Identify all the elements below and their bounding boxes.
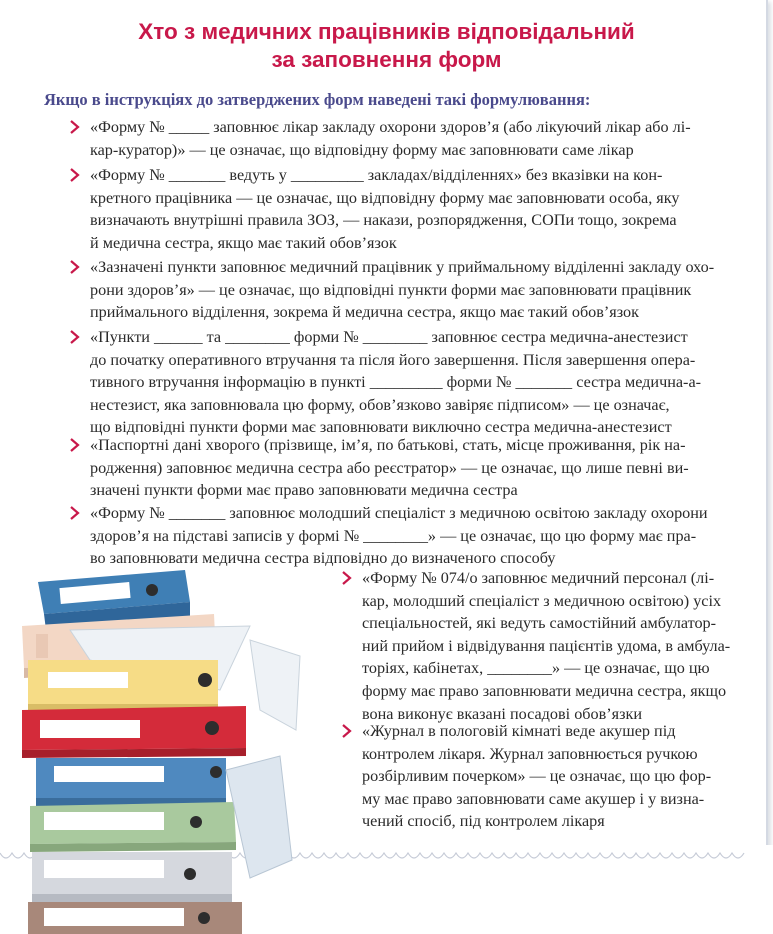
binder-green	[30, 802, 236, 852]
item-line: «Журнал в пологовій кімнаті веде акушер під	[362, 722, 676, 740]
bullet-arrow-icon	[68, 257, 82, 277]
item-line: «Форму № _____ заповнює лікар закладу охорони здоров’я (або лікуючий лікар або лі-	[90, 118, 691, 136]
item-line: кар, молодший спеціаліст з медичною освітою) усіх	[362, 591, 722, 610]
item-line: «Форму № 074/о заповнює медичний персонал (лі-	[362, 569, 715, 587]
binder-yellow	[28, 660, 218, 712]
item-line: тивного втручання інформацію в пункті _________ форми № _______ сестра медична-а-	[90, 373, 702, 392]
item-line: вона виконує вказані посадові обов’язки	[362, 704, 643, 723]
bullet-arrow-icon	[68, 117, 82, 137]
page-title	[0, 18, 773, 74]
item-line: приймального відділення, зокрема й медична сестра, якщо має такий обов’язок	[90, 303, 640, 322]
binders-stack-icon	[0, 560, 360, 934]
item-line: й медична сестра, якщо має такий обов’язок	[90, 233, 397, 252]
item-line: «Форму № _______ ведуть у _________ закладах/відділеннях» без вказівки на кон-	[90, 166, 663, 184]
item-line: значені пункти форми має право заповнювати медична сестра	[90, 481, 518, 500]
binder-gray	[32, 852, 232, 902]
item-line: ний прийом і відвідування пацієнтів удома, в амбула-	[362, 636, 731, 655]
item-line: здоров’я на підставі записів у формі № ________» — це означає, що цю форму має пра-	[90, 526, 697, 545]
item-line: контролем лікаря. Журнал заповнюється ручкою	[362, 744, 698, 763]
title-line-1: Хто з медичних працівників відповідальний	[138, 19, 635, 44]
list-item	[362, 720, 736, 833]
list-item	[90, 164, 737, 254]
title-line-2: за заповнення форм	[271, 47, 502, 72]
bullet-arrow-icon	[68, 503, 82, 523]
item-line: родження) заповнює медична сестра або реєстратор» — це означає, що лише певні ви-	[90, 458, 689, 477]
item-line: кретного працівника — це означає, що відповідну форму має заповнювати особа, яку	[90, 188, 680, 207]
item-line: розбірливим почерком» — це означає, що цю фор-	[362, 767, 712, 786]
item-line: «Пункти ______ та ________ форми № ________ заповнює сестра медична-анестезист	[90, 328, 688, 346]
bullet-arrow-icon	[68, 165, 82, 185]
item-line: визначають внутрішні правила ЗОЗ, — накази, розпорядження, СОПи тощо, зокрема	[90, 211, 677, 230]
list-item	[362, 567, 736, 725]
list-item	[90, 116, 737, 161]
item-line: форму має право заповнювати медична сестра, якщо	[362, 681, 727, 700]
item-line: «Зазначені пункти заповнює медичний працівник у приймальному відділенні закладу охо-	[90, 258, 715, 276]
item-line: му має право заповнювати саме акушер і у визна-	[362, 789, 705, 808]
binder-blue	[36, 758, 226, 806]
item-line: кар-куратор)» — це означає, що відповідну форму має заповнювати саме лікар	[90, 140, 634, 159]
bullet-arrow-icon	[68, 327, 82, 347]
item-line: спеціальностей, які ведуть самостійний амбулатор-	[362, 614, 717, 633]
item-line: торіях, кабінетах, ________» — це означає, що цю	[362, 659, 710, 678]
intro-text: Якщо в інструкціях до затверджених форм наведені такі формулювання:	[44, 90, 591, 109]
list-item	[90, 434, 737, 502]
item-line: що відповідні пункти форми має заповнювати виключно сестра медична-анестезист	[90, 418, 672, 437]
paper-sheet	[226, 756, 292, 878]
binder-red	[22, 706, 246, 758]
paper-sheet	[250, 640, 300, 730]
item-line: чений спосіб, під контролем лікаря	[362, 812, 605, 831]
bullet-arrow-icon	[68, 435, 82, 455]
list-item	[90, 326, 737, 439]
item-line: нестезист, яка заповнювала цю форму, обов’язково завіряє підписом» — це означає,	[90, 395, 670, 414]
item-line: «Паспортні дані хворого (прізвище, ім’я, по батькові, стать, місце проживання, рік на-	[90, 436, 686, 454]
item-line: во заповнювати медична сестра відповідно до визначеного способу	[90, 549, 556, 568]
item-line: «Форму № _______ заповнює молодший спеціаліст з медичною освітою закладу охорони	[90, 504, 708, 522]
item-line: рони здоров’я» — це означає, що відповідні пункти форми має заповнювати працівник	[90, 280, 692, 299]
binder-brown	[28, 902, 242, 934]
item-line: до початку оперативного втручання та після його завершення. Після завершення опера-	[90, 350, 696, 369]
list-item	[90, 256, 737, 324]
